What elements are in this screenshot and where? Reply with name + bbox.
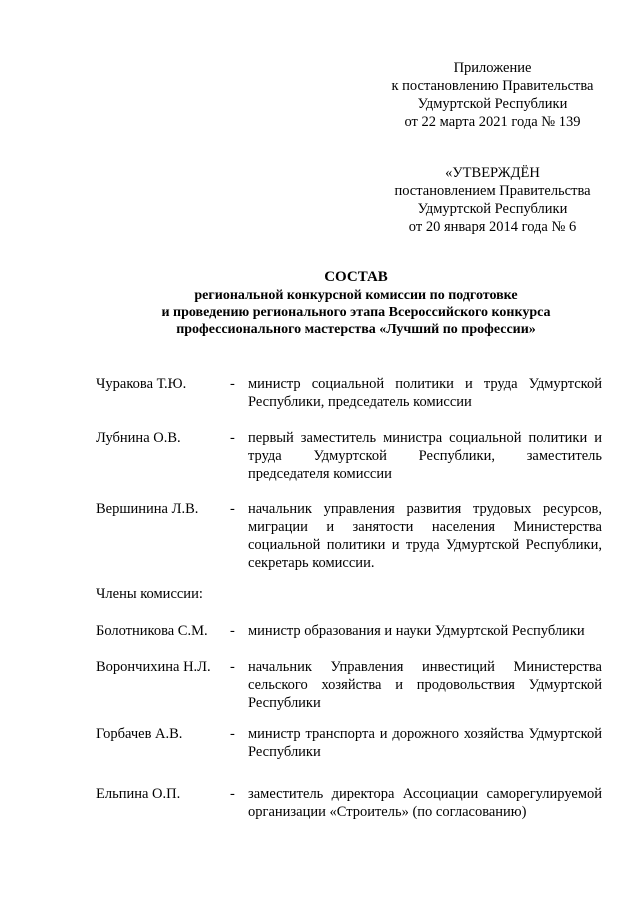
appendix-block — [330, 59, 640, 131]
member-role: заместитель директора Ассоциации саморегулируемой организации «Строитель» (по согласованию) — [248, 786, 602, 820]
member-dash: - — [230, 659, 235, 675]
member-name: Лубнина О.В. — [96, 430, 181, 446]
appendix-line: к постановлению Правительства — [391, 78, 594, 94]
title-line: профессионального мастерства «Лучший по профессии» — [176, 322, 536, 337]
member-dash: - — [230, 726, 235, 742]
members-section-label: Члены комиссии: — [96, 586, 203, 602]
member-name: Ельпина О.П. — [96, 786, 181, 802]
member-dash: - — [230, 376, 235, 392]
title-heading: СОСТАВ — [324, 269, 388, 285]
member-role: министр социальной политики и труда Удмуртской Республики, председатель комиссии — [248, 376, 602, 410]
member-dash: - — [230, 786, 235, 802]
approval-stamp-block — [330, 164, 640, 236]
appendix-line: от 22 марта 2021 года № 139 — [404, 114, 581, 130]
approval-line: от 20 января 2014 года № 6 — [408, 219, 577, 235]
member-role: министр образования и науки Удмуртской Республики — [248, 623, 585, 639]
approval-line: Удмуртской Республики — [417, 201, 568, 217]
approval-line: «УТВЕРЖДЁН — [445, 165, 540, 181]
member-name: Чуракова Т.Ю. — [96, 376, 187, 392]
document-title — [96, 268, 616, 338]
member-name: Ворончихина Н.Л. — [96, 659, 211, 675]
member-dash: - — [230, 430, 235, 446]
title-line: и проведению регионального этапа Всероссийского конкурса — [161, 305, 551, 320]
member-dash: - — [230, 501, 235, 517]
member-role: начальник Управления инвестиций Министерства сельского хозяйства и продовольствия Удмуртской Республики — [248, 659, 602, 711]
appendix-line: Удмуртской Республики — [417, 96, 568, 112]
member-role: министр транспорта и дорожного хозяйства Удмуртской Республики — [248, 726, 602, 760]
member-role: первый заместитель министра социальной политики и труда Удмуртской Республики, заместитель председателя комиссии — [248, 430, 602, 482]
member-name: Вершинина Л.В. — [96, 501, 199, 517]
member-dash: - — [230, 623, 235, 639]
approval-line: постановлением Правительства — [394, 183, 591, 199]
title-line: региональной конкурсной комиссии по подготовке — [194, 288, 518, 303]
member-name: Горбачев А.В. — [96, 726, 183, 742]
member-name: Болотникова С.М. — [96, 623, 208, 639]
member-role: начальник управления развития трудовых ресурсов, миграции и занятости населения Министерства социальной политики и труда Удмуртской Республики, секретарь комиссии. — [248, 501, 602, 571]
appendix-line: Приложение — [453, 60, 532, 76]
